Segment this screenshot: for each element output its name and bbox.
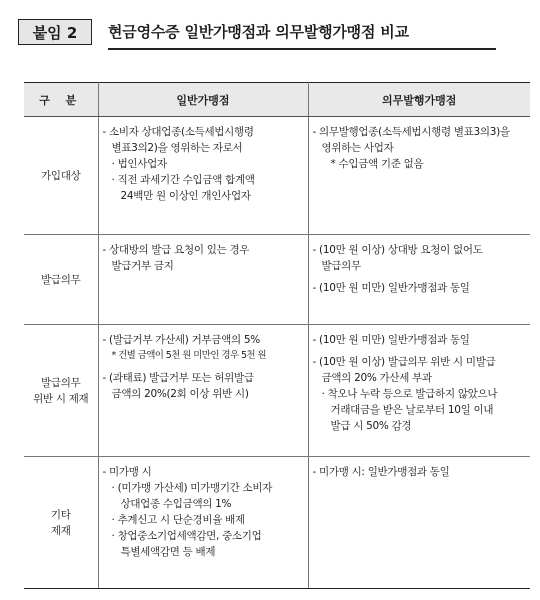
mandatory-cell <box>308 457 530 589</box>
row-category <box>24 325 98 457</box>
cell-line: 금액의 20% 가산세 부과 <box>321 372 432 384</box>
row-category <box>24 117 98 235</box>
mandatory-cell <box>308 235 530 325</box>
cell-line: - (10만 원 이상) 발급의무 위반 시 미발급 <box>312 356 496 368</box>
header-general: 일반가맹점 <box>98 83 308 117</box>
category-label: 기타 <box>50 508 71 521</box>
cell-line: 발급거부 금지 <box>111 260 174 272</box>
mandatory-cell <box>308 325 530 457</box>
cell-line: - (과태료) 발급거부 또는 허위발급 <box>102 372 254 384</box>
title-underline <box>108 48 496 50</box>
general-cell <box>98 117 308 235</box>
page-title: 현금영수증 일반가맹점과 의무발행가맹점 비교 <box>108 23 409 41</box>
cell-line: 상대업종 수입금액의 1% <box>120 498 232 510</box>
cell-line: - (발급거부 가산세) 거부금액의 5% <box>102 334 260 346</box>
table-header-row <box>24 83 530 117</box>
mandatory-cell <box>308 117 530 235</box>
cell-line: * 건별 금액이 5천 원 미만인 경우 5천 원 <box>111 350 266 361</box>
cell-line: - (10만 원 미만) 일반가맹점과 동일 <box>312 334 470 346</box>
category-label: 위반 시 제재 <box>33 392 89 405</box>
cell-line: - (10만 원 이상) 상대방 요청이 없어도 <box>312 244 483 256</box>
cell-line: 24백만 원 이상인 개인사업자 <box>120 190 251 202</box>
cell-line: - 미가맹 시 <box>102 466 152 478</box>
cell-line: 특별세액감면 등 배제 <box>120 546 216 558</box>
cell-line: · 착오나 누락 등으로 발급하지 않았으나 <box>321 388 498 400</box>
cell-line: - 미가맹 시: 일반가맹점과 동일 <box>312 466 450 478</box>
category-label: 발급의무 <box>41 376 81 389</box>
cell-line: - (10만 원 미만) 일반가맹점과 동일 <box>312 282 470 294</box>
cell-line: 영위하는 사업자 <box>321 142 394 154</box>
general-cell <box>98 235 308 325</box>
cell-line: - 상대방의 발급 요청이 있는 경우 <box>102 244 250 256</box>
row-category <box>24 235 98 325</box>
table-row <box>24 457 530 589</box>
table-row <box>24 235 530 325</box>
table-row <box>24 325 530 457</box>
cell-line: * 수입금액 기준 없음 <box>330 158 424 170</box>
cell-line: - 소비자 상대업종(소득세법시행령 <box>102 126 254 138</box>
cell-line: - 의무발행업종(소득세법시행령 별표3의3)을 <box>312 126 510 138</box>
cell-line: · 창업중소기업세액감면, 중소기업 <box>111 530 262 542</box>
title-row <box>18 19 518 47</box>
general-cell <box>98 325 308 457</box>
comparison-table <box>24 82 530 589</box>
cell-line: · 법인사업자 <box>111 158 167 170</box>
cell-line: · 추계신고 시 단순경비율 배제 <box>111 514 245 526</box>
cell-line: 별표3의2)을 영위하는 자로서 <box>111 142 243 154</box>
header-mandatory: 의무발행가맹점 <box>308 83 530 117</box>
attachment-badge: 붙임 2 <box>18 19 92 45</box>
row-category <box>24 457 98 589</box>
cell-line: · (미가맹 가산세) 미가맹기간 소비자 <box>111 482 273 494</box>
cell-line: 거래대금을 받은 날로부터 10일 이내 <box>330 404 494 416</box>
category-label: 제재 <box>50 524 71 537</box>
general-cell <box>98 457 308 589</box>
cell-line: · 직전 과세기간 수입금액 합계액 <box>111 174 255 186</box>
table-row <box>24 117 530 235</box>
cell-line: 금액의 20%(2회 이상 위반 시) <box>111 388 249 400</box>
category-label: 가입대상 <box>41 169 81 182</box>
category-label: 발급의무 <box>41 273 81 286</box>
cell-line: 발급의무 <box>321 260 361 272</box>
cell-line: 발급 시 50% 감경 <box>330 420 412 432</box>
header-category: 구 분 <box>24 83 98 117</box>
